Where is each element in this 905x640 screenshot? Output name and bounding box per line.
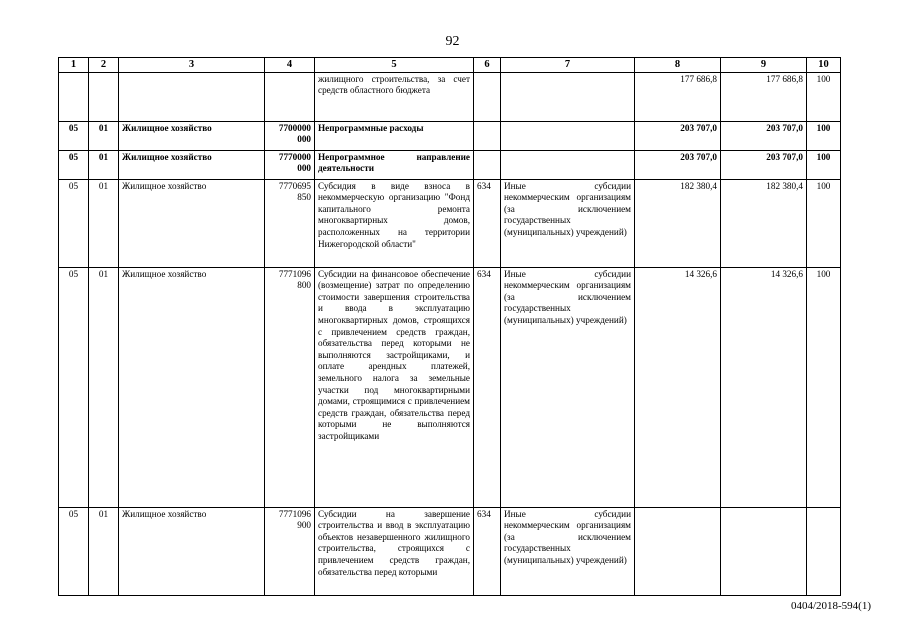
column-header: 1: [59, 58, 89, 73]
expense-name-cell: жилищного строительства, за счет средств областного бюджета: [315, 72, 474, 121]
budget-table: [58, 57, 841, 596]
amount-cell: 182 380,4: [635, 179, 721, 267]
executed-amount-cell: 14 326,6: [721, 267, 807, 507]
target-article-cell: 7771096 800: [265, 267, 315, 507]
target-article-cell: 7700000 000: [265, 121, 315, 150]
section-code-cell: 05: [59, 179, 89, 267]
expense-type-name-cell: Иные субсидии некоммерческим организациям (за исключением государственных (муниципальных) учреждений): [501, 179, 635, 267]
subsection-code-cell: 01: [89, 121, 119, 150]
expense-type-name-cell: [501, 150, 635, 179]
target-article-cell: 7770695 850: [265, 179, 315, 267]
executed-amount-cell: 182 380,4: [721, 179, 807, 267]
section-code-cell: 05: [59, 507, 89, 595]
percent-cell: 100: [807, 72, 841, 121]
expense-type-code-cell: 634: [474, 179, 501, 267]
expense-type-code-cell: 634: [474, 267, 501, 507]
section-name-cell: Жилищное хозяйство: [119, 267, 265, 507]
percent-cell: 100: [807, 150, 841, 179]
column-header: 8: [635, 58, 721, 73]
column-header: 9: [721, 58, 807, 73]
table-row: [59, 72, 841, 121]
table-row: [59, 121, 841, 150]
subsection-code-cell: [89, 72, 119, 121]
expense-type-name-cell: Иные субсидии некоммерческим организациям (за исключением государственных (муниципальных) учреждений): [501, 267, 635, 507]
section-code-cell: [59, 72, 89, 121]
table-row: [59, 507, 841, 595]
amount-cell: [635, 507, 721, 595]
amount-cell: 14 326,6: [635, 267, 721, 507]
expense-name-cell: Субсидии на завершение строительства и ввод в эксплуатацию объектов незавершенного жилищного строительства, строящихся с привлечением средств граждан, обязательства перед которыми: [315, 507, 474, 595]
expense-type-name-cell: Иные субсидии некоммерческим организациям (за исключением государственных (муниципальных) учреждений): [501, 507, 635, 595]
table-row: [59, 150, 841, 179]
expense-type-code-cell: [474, 121, 501, 150]
amount-cell: 177 686,8: [635, 72, 721, 121]
expense-type-name-cell: [501, 72, 635, 121]
section-code-cell: 05: [59, 267, 89, 507]
executed-amount-cell: [721, 507, 807, 595]
table-row: [59, 179, 841, 267]
expense-name-cell: Непрограммные расходы: [315, 121, 474, 150]
executed-amount-cell: 177 686,8: [721, 72, 807, 121]
expense-type-code-cell: 634: [474, 507, 501, 595]
section-name-cell: Жилищное хозяйство: [119, 150, 265, 179]
expense-name-cell: Субсидии на финансовое обеспечение (возмещение) затрат по определению стоимости завершения строительства и ввода в эксплуатацию многоквартирных домов, строящихся с привлечением средств граждан, обязательства перед которыми не выполняются застройщиками, и оплате арендных платежей, земельного налога за земельные участки под многоквартирными домами, строящимися с привлечением средств граждан, обязательства перед которыми не выполняются застройщиками: [315, 267, 474, 507]
subsection-code-cell: 01: [89, 267, 119, 507]
executed-amount-cell: 203 707,0: [721, 121, 807, 150]
target-article-cell: 7771096 900: [265, 507, 315, 595]
target-article-cell: [265, 72, 315, 121]
amount-cell: 203 707,0: [635, 150, 721, 179]
percent-cell: [807, 507, 841, 595]
column-header: 5: [315, 58, 474, 73]
section-name-cell: Жилищное хозяйство: [119, 507, 265, 595]
expense-type-code-cell: [474, 150, 501, 179]
column-header: 10: [807, 58, 841, 73]
column-header: 3: [119, 58, 265, 73]
table-row: [59, 267, 841, 507]
table-body: [59, 58, 841, 596]
executed-amount-cell: 203 707,0: [721, 150, 807, 179]
section-code-cell: 05: [59, 150, 89, 179]
percent-cell: 100: [807, 179, 841, 267]
expense-type-name-cell: [501, 121, 635, 150]
expense-name-cell: Непрограммное направление деятельности: [315, 150, 474, 179]
section-name-cell: Жилищное хозяйство: [119, 121, 265, 150]
percent-cell: 100: [807, 267, 841, 507]
page-number: 92: [445, 34, 460, 49]
document-code: 0404/2018-594(1): [790, 600, 871, 612]
column-header: 4: [265, 58, 315, 73]
section-code-cell: 05: [59, 121, 89, 150]
amount-cell: 203 707,0: [635, 121, 721, 150]
subsection-code-cell: 01: [89, 150, 119, 179]
header-row: [59, 58, 841, 73]
section-name-cell: [119, 72, 265, 121]
column-header: 6: [474, 58, 501, 73]
subsection-code-cell: 01: [89, 507, 119, 595]
expense-type-code-cell: [474, 72, 501, 121]
section-name-cell: Жилищное хозяйство: [119, 179, 265, 267]
subsection-code-cell: 01: [89, 179, 119, 267]
column-header: 7: [501, 58, 635, 73]
target-article-cell: 7770000 000: [265, 150, 315, 179]
column-header: 2: [89, 58, 119, 73]
expense-name-cell: Субсидия в виде взноса в некоммерческую организацию "Фонд капитального ремонта многоквартирных домов, расположенных на территории Нижегородской области": [315, 179, 474, 267]
percent-cell: 100: [807, 121, 841, 150]
